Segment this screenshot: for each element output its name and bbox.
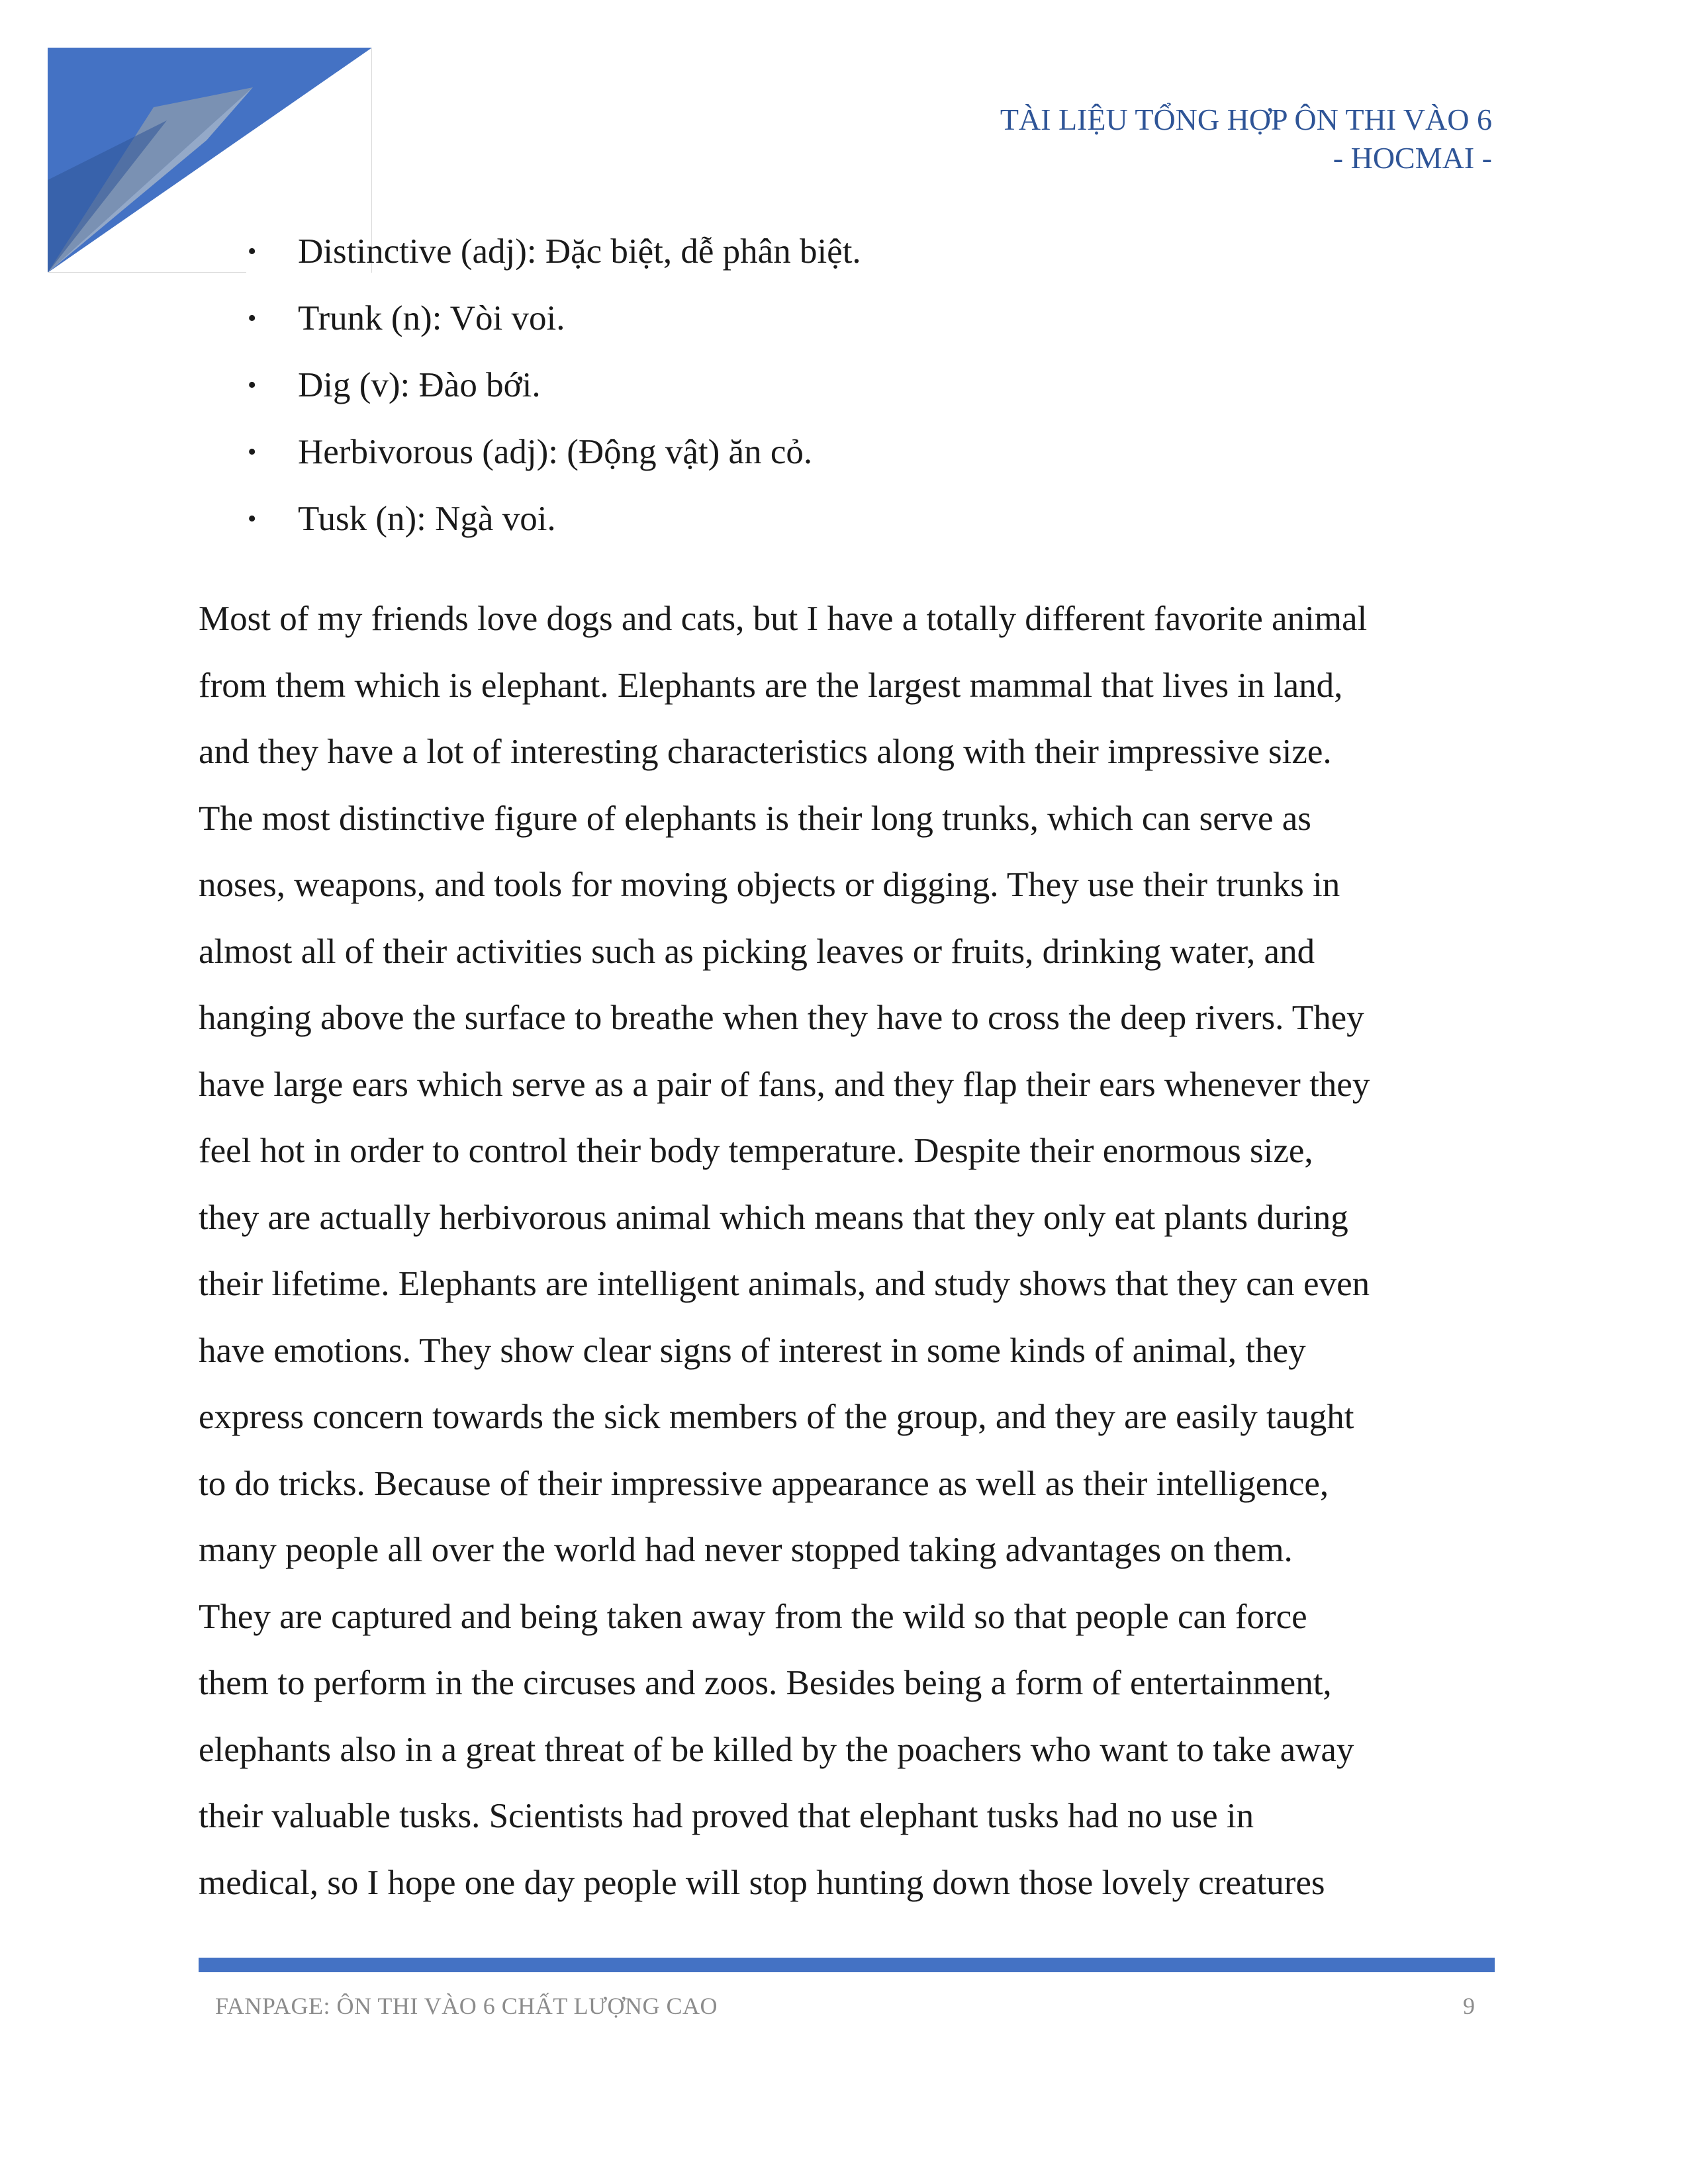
- essay-line: their valuable tusks. Scientists had proved that elephant tusks had no use in: [199, 1797, 1254, 1835]
- vocabulary-text: Herbivorous (adj): (Động vật) ăn cỏ.: [298, 433, 813, 471]
- bullet-icon: •: [248, 505, 257, 533]
- vocabulary-item: [199, 486, 1456, 553]
- essay-line: They are captured and being taken away from the wild so that people can force: [199, 1597, 1307, 1636]
- vocabulary-text: Tusk (n): Ngà voi.: [298, 500, 556, 538]
- essay-line: have large ears which serve as a pair of fans, and they flap their ears whenever they: [199, 1065, 1370, 1104]
- header-subtitle: - HOCMAI -: [1333, 141, 1492, 175]
- vocabulary-item: [199, 218, 1456, 285]
- essay-line: The most distinctive figure of elephants is their long trunks, which can serve as: [199, 799, 1311, 838]
- essay-line: from them which is elephant. Elephants are the largest mammal that lives in land,: [199, 666, 1343, 705]
- footer-divider: [199, 1958, 1495, 1972]
- bullet-icon: •: [248, 438, 257, 466]
- document-header: [1000, 101, 1492, 177]
- vocabulary-item: [199, 285, 1456, 352]
- vocabulary-text: Trunk (n): Vòi voi.: [298, 299, 565, 338]
- essay-line: their lifetime. Elephants are intelligent animals, and study shows that they can even: [199, 1265, 1370, 1303]
- essay-line: them to perform in the circuses and zoos. Besides being a form of entertainment,: [199, 1664, 1332, 1702]
- page-number: 9: [1463, 1993, 1475, 2019]
- vocabulary-text: Dig (v): Đào bới.: [298, 366, 541, 404]
- footer-fanpage: FANPAGE: ÔN THI VÀO 6 CHẤT LƯỢNG CAO: [215, 1993, 718, 2019]
- essay-line: have emotions. They show clear signs of interest in some kinds of animal, they: [199, 1331, 1306, 1370]
- header-title: TÀI LIỆU TỔNG HỢP ÔN THI VÀO 6: [1000, 103, 1492, 136]
- essay-line: elephants also in a great threat of be killed by the poachers who want to take away: [199, 1730, 1354, 1769]
- vocabulary-item: [199, 352, 1456, 419]
- essay-line: hanging above the surface to breathe when they have to cross the deep rivers. They: [199, 999, 1364, 1037]
- essay-line: feel hot in order to control their body temperature. Despite their enormous size,: [199, 1132, 1313, 1170]
- essay-line: noses, weapons, and tools for moving objects or digging. They use their trunks in: [199, 866, 1340, 904]
- essay-line: many people all over the world had never stopped taking advantages on them.: [199, 1531, 1293, 1569]
- essay-line: express concern towards the sick members of the group, and they are easily taught: [199, 1398, 1354, 1436]
- essay-line: medical, so I hope one day people will stop hunting down those lovely creatures: [199, 1863, 1325, 1902]
- vocabulary-list: [199, 218, 1456, 553]
- essay-line: they are actually herbivorous animal which means that they only eat plants during: [199, 1198, 1348, 1237]
- bullet-icon: •: [248, 304, 257, 332]
- vocabulary-text: Distinctive (adj): Đặc biệt, dễ phân biệt.: [298, 232, 861, 271]
- essay-line: almost all of their activities such as picking leaves or fruits, drinking water, and: [199, 932, 1315, 971]
- essay-line: Most of my friends love dogs and cats, but I have a totally different favorite animal: [199, 600, 1368, 638]
- essay-paragraph: [199, 586, 1495, 1916]
- bullet-icon: •: [248, 238, 257, 265]
- essay-line: to do tricks. Because of their impressive appearance as well as their intelligence,: [199, 1464, 1329, 1503]
- essay-line: and they have a lot of interesting characteristics along with their impressive size.: [199, 733, 1332, 771]
- bullet-icon: •: [248, 371, 257, 399]
- vocabulary-item: [199, 419, 1456, 486]
